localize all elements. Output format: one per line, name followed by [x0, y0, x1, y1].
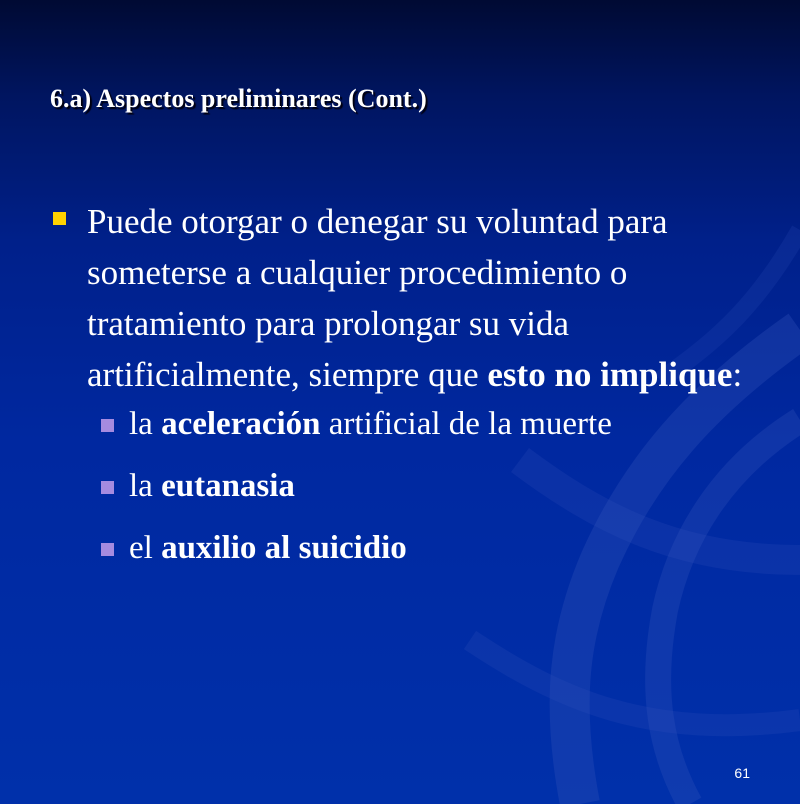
square-bullet-icon [101, 543, 114, 556]
square-bullet-icon [53, 212, 66, 225]
sub-bullet-prefix: el [129, 530, 162, 566]
square-bullet-icon [101, 419, 114, 432]
main-bullet-item [50, 196, 770, 570]
slide-title: 6.a) Aspectos preliminares (Cont.) [50, 84, 427, 113]
sub-bullet-prefix: la [129, 406, 162, 442]
bullet-list [50, 196, 770, 588]
sub-bullet-item [87, 464, 770, 508]
sub-bullet-item [87, 402, 770, 446]
square-bullet-icon [101, 481, 114, 494]
sub-bullet-prefix: la [129, 468, 162, 504]
main-bullet-text: Puede otorgar o denegar su voluntad para someterse a cualquier procedimiento o tratamiento para prolongar su vida artificialmente, siempre que [87, 202, 668, 394]
main-bullet-suffix: : [732, 355, 743, 394]
sub-bullet-list [87, 402, 770, 570]
sub-bullet-item [87, 526, 770, 570]
sub-bullet-emphasis: auxilio al suicidio [161, 530, 407, 566]
sub-bullet-suffix: artificial de la muerte [320, 406, 612, 442]
main-bullet-emphasis: esto no implique [487, 355, 733, 394]
page-number: 61 [734, 765, 750, 781]
sub-bullet-emphasis: aceleración [161, 406, 321, 442]
sub-bullet-emphasis: eutanasia [161, 468, 295, 504]
